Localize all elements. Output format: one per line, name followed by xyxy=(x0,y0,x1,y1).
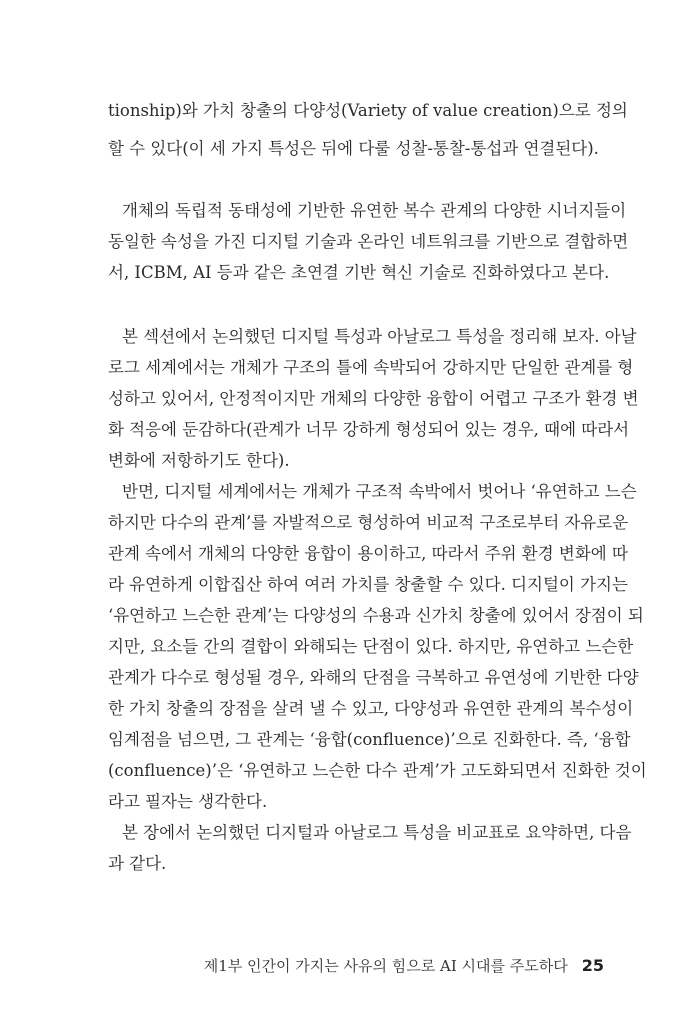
text-line: 관계 속에서 개체의 다양한 융합이 용이하고, 따라서 주위 환경 변화에 따 xyxy=(108,544,628,563)
running-title: 제1부 인간이 가지는 사유의 힘으로 AI 시대를 주도하다 xyxy=(203,957,568,975)
text-line: 라고 필자는 생각한다. xyxy=(108,792,268,811)
page-footer xyxy=(204,955,604,976)
text-line: 할 수 있다(이 세 가지 특성은 뒤에 다룰 성찰-통찰-통섭과 연결된다). xyxy=(108,139,599,158)
text-line: 하지만 다수의 관계’를 자발적으로 형성하여 비교적 구조로부터 자유로운 xyxy=(108,513,629,532)
text-line: 로그 세계에서는 개체가 구조의 틀에 속박되어 강하지만 단일한 관계를 형 xyxy=(108,358,634,377)
text-line: 개체의 독립적 동태성에 기반한 유연한 복수 관계의 다양한 시너지들이 xyxy=(122,201,627,220)
text-line: 지만, 요소들 간의 결합이 와해되는 단점이 있다. 하지만, 유연하고 느슨한 xyxy=(108,637,634,656)
text-line: 과 같다. xyxy=(108,854,167,873)
text-line: 라 유연하게 이합집산 하여 여러 가치를 창출할 수 있다. 디지털이 가지는 xyxy=(108,575,628,594)
text-line: 관계가 다수로 형성될 경우, 와해의 단점을 극복하고 유연성에 기반한 다양 xyxy=(108,668,639,687)
page-number: 25 xyxy=(581,956,604,975)
text-line: 임계점을 넘으면, 그 관계는 ‘융합(confluence)’으로 진화한다. 즉, ‘융합 xyxy=(108,730,631,749)
text-line: tionship)와 가치 창출의 다양성(Variety of value creation)으로 정의 xyxy=(108,101,628,120)
text-line: 본 장에서 논의했던 디지털과 아날로그 특성을 비교표로 요약하면, 다음 xyxy=(122,823,632,842)
text-line: 화 적응에 둔감하다(관계가 너무 강하게 형성되어 있는 경우, 때에 따라서 xyxy=(108,420,630,439)
text-line: 변화에 저항하기도 한다). xyxy=(108,451,290,470)
text-line: ‘유연하고 느슨한 관계’는 다양성의 수용과 신가치 창출에 있어서 장점이 되 xyxy=(108,606,644,625)
text-line: (confluence)’은 ‘유연하고 느슨한 다수 관계’가 고도화되면서 진화한 것이 xyxy=(108,761,647,780)
text-line: 한 가치 창출의 장점을 살려 낼 수 있고, 다양성과 유연한 관계의 복수성이 xyxy=(108,699,634,718)
text-line: 동일한 속성을 가진 디지털 기술과 온라인 네트워크를 기반으로 결합하면 xyxy=(108,232,629,251)
text-line: 본 섹션에서 논의했던 디지털 특성과 아날로그 특성을 정리해 보자. 아날 xyxy=(122,327,637,346)
text-line: 성하고 있어서, 안정적이지만 개체의 다양한 융합이 어렵고 구조가 환경 변 xyxy=(108,389,639,408)
text-line: 반면, 디지털 세계에서는 개체가 구조적 속박에서 벗어나 ‘유연하고 느슨 xyxy=(122,482,637,501)
text-line: 서, ICBM, AI 등과 같은 초연결 기반 혁신 기술로 진화하였다고 본다. xyxy=(108,263,610,282)
